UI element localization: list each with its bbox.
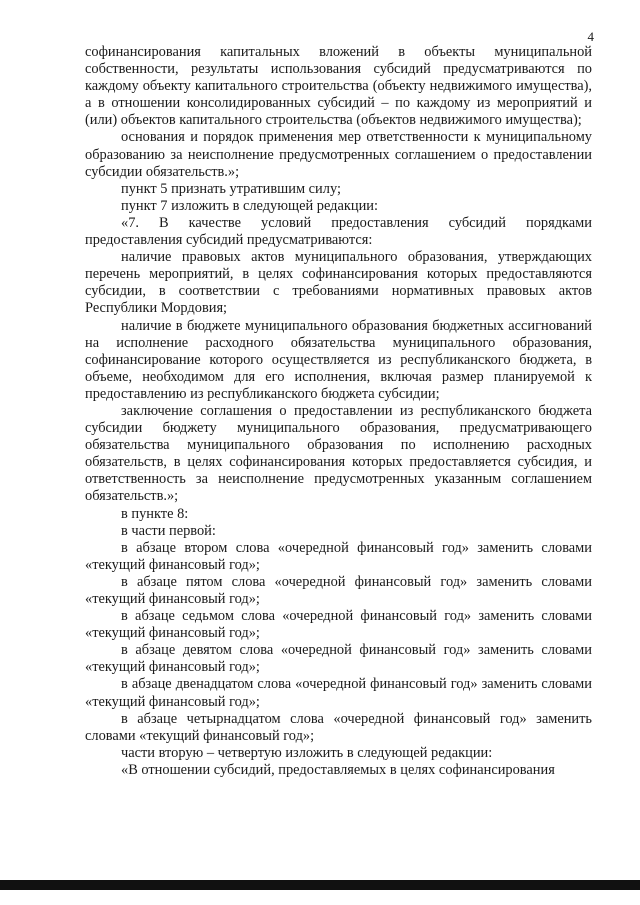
scan-edge-bar bbox=[0, 880, 640, 890]
paragraph: «7. В качестве условий предоставления субсидий порядками предоставления субсидий предусматриваются: bbox=[85, 214, 592, 249]
paragraph: в абзаце седьмом слова «очередной финансовый год» заменить словами «текущий финансовый год»; bbox=[85, 608, 592, 642]
paragraph: «В отношении субсидий, предоставляемых в целях софинансирования bbox=[121, 761, 555, 778]
paragraph: пункт 5 признать утратившим силу; bbox=[121, 180, 341, 197]
paragraph: заключение соглашения о предоставлении из республиканского бюджета субсидии бюджету муниципального образования, предусматривающего обязательства муниципального образования по исполнению расходных обязательств, в целях софинансирования которых предоставляется субсидия, и ответственность за неисполнение предусмотренных указанным соглашением обязательств.»; bbox=[85, 402, 592, 505]
paragraph: в абзаце втором слова «очередной финансовый год» заменить словами «текущий финансовый год»; bbox=[85, 539, 592, 573]
paragraph: софинансирования капитальных вложений в объекты муниципальной собственности, результаты использования субсидий предусматриваются по каждому объекту капитального строительства (объекту недвижимого имущества), а в отношении консолидированных субсидий – по каждому из мероприятий и (или) объектов капитального строительства (объектов недвижимого имущества); bbox=[85, 44, 592, 129]
paragraph: основания и порядок применения мер ответственности к муниципальному образованию за неисполнение предусмотренных соглашением о предоставлении субсидии обязательств.»; bbox=[85, 129, 592, 180]
paragraph: пункт 7 изложить в следующей редакции: bbox=[121, 197, 378, 214]
paragraph: в пункте 8: bbox=[121, 505, 189, 522]
paragraph: в абзаце двенадцатом слова «очередной финансовый год» заменить словами «текущий финансовый год»; bbox=[85, 676, 592, 710]
paragraph: наличие в бюджете муниципального образования бюджетных ассигнований на исполнение расходного обязательства муниципального образования, софинансирование которого осуществляется из республиканского бюджета, в объеме, необходимом для его исполнения, включая размер планируемой к предоставлению из республиканского бюджета субсидии; bbox=[85, 317, 592, 402]
paragraph: в части первой: bbox=[121, 522, 216, 539]
paragraph: в абзаце пятом слова «очередной финансовый год» заменить словами «текущий финансовый год»; bbox=[85, 573, 592, 607]
paragraph: в абзаце девятом слова «очередной финансовый год» заменить словами «текущий финансовый год»; bbox=[85, 642, 592, 676]
paragraph: наличие правовых актов муниципального образования, утверждающих перечень мероприятий, в целях софинансирования которых предоставляются субсидии, в соответствии с требованиями нормативных правовых актов Республики Мордовия; bbox=[85, 249, 592, 317]
paragraph: в абзаце четырнадцатом слова «очередной финансовый год» заменить словами «текущий финансовый год»; bbox=[85, 710, 592, 744]
document-body bbox=[85, 44, 592, 779]
paragraph: части вторую – четвертую изложить в следующей редакции: bbox=[121, 744, 493, 761]
page-number: 4 bbox=[587, 29, 594, 44]
